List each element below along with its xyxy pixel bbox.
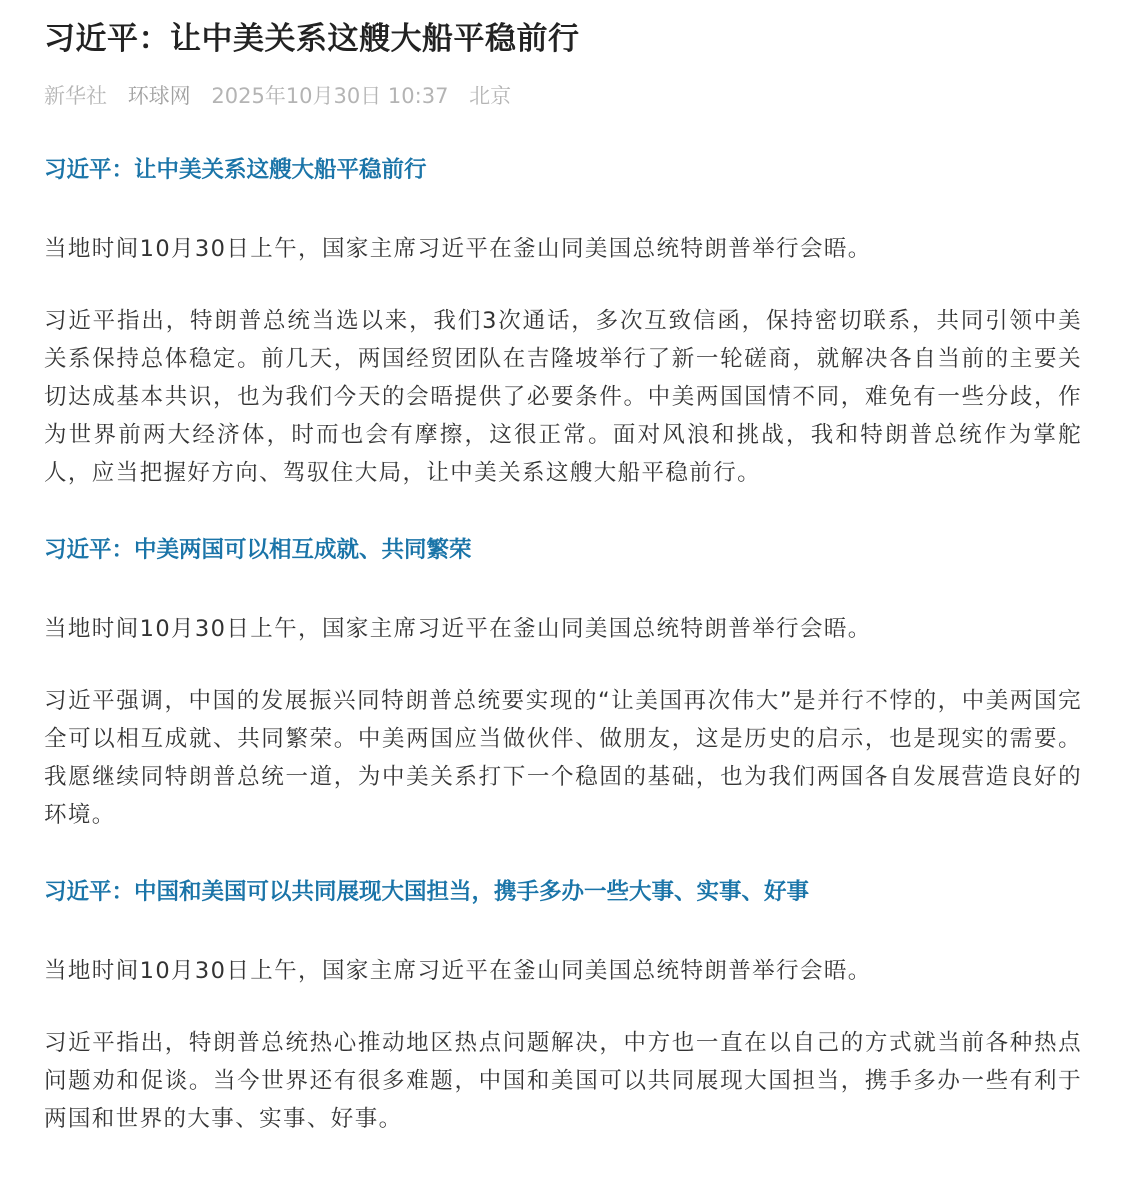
paragraph: 习近平指出，特朗普总统当选以来，我们3次通话，多次互致信函，保持密切联系，共同引领中美关系保持总体稳定。前几天，两国经贸团队在吉隆坡举行了新一轮磋商，就解决各自当前的主要关切达成基本共识，也为我们今天的会晤提供了必要条件。中美两国国情不同，难免有一些分歧，作为世界前两大经济体，时而也会有摩擦，这很正常。面对风浪和挑战，我和特朗普总统作为掌舵人，应当把握好方向、驾驭住大局，让中美关系这艘大船平稳前行。	[44, 308, 1082, 486]
meta-outlet-link[interactable]: 环球网	[127, 84, 191, 108]
paragraph: 当地时间10月30日上午，国家主席习近平在釜山同美国总统特朗普举行会晤。	[44, 958, 872, 984]
section-2	[44, 530, 1082, 834]
paragraph: 当地时间10月30日上午，国家主席习近平在釜山同美国总统特朗普举行会晤。	[44, 616, 872, 642]
meta-location: 北京	[469, 84, 512, 108]
meta-source: 新华社	[44, 84, 107, 108]
paragraph: 当地时间10月30日上午，国家主席习近平在釜山同美国总统特朗普举行会晤。	[44, 236, 872, 262]
section-heading: 习近平：中国和美国可以共同展现大国担当，携手多办一些大事、实事、好事	[44, 879, 810, 905]
section-3	[44, 872, 1082, 1138]
article-title: 习近平：让中美关系这艘大船平稳前行	[44, 21, 580, 57]
paragraph: 习近平指出，特朗普总统热心推动地区热点问题解决，中方也一直在以自己的方式就当前各种热点问题劝和促谈。当今世界还有很多难题，中国和美国可以共同展现大国担当，携手多办一些有利于两国和世界的大事、实事、好事。	[44, 1030, 1082, 1132]
meta-datetime: 2025年10月30日 10:37	[211, 84, 449, 108]
paragraph: 习近平强调，中国的发展振兴同特朗普总统要实现的“让美国再次伟大”是并行不悖的，中美两国完全可以相互成就、共同繁荣。中美两国应当做伙伴、做朋友，这是历史的启示，也是现实的需要。我愿继续同特朗普总统一道，为中美关系打下一个稳固的基础，也为我们两国各自发展营造良好的环境。	[44, 688, 1082, 828]
article-meta	[44, 80, 1082, 112]
section-heading: 习近平：让中美关系这艘大船平稳前行	[44, 157, 427, 183]
section-1	[44, 150, 1082, 492]
section-heading: 习近平：中美两国可以相互成就、共同繁荣	[44, 537, 472, 563]
